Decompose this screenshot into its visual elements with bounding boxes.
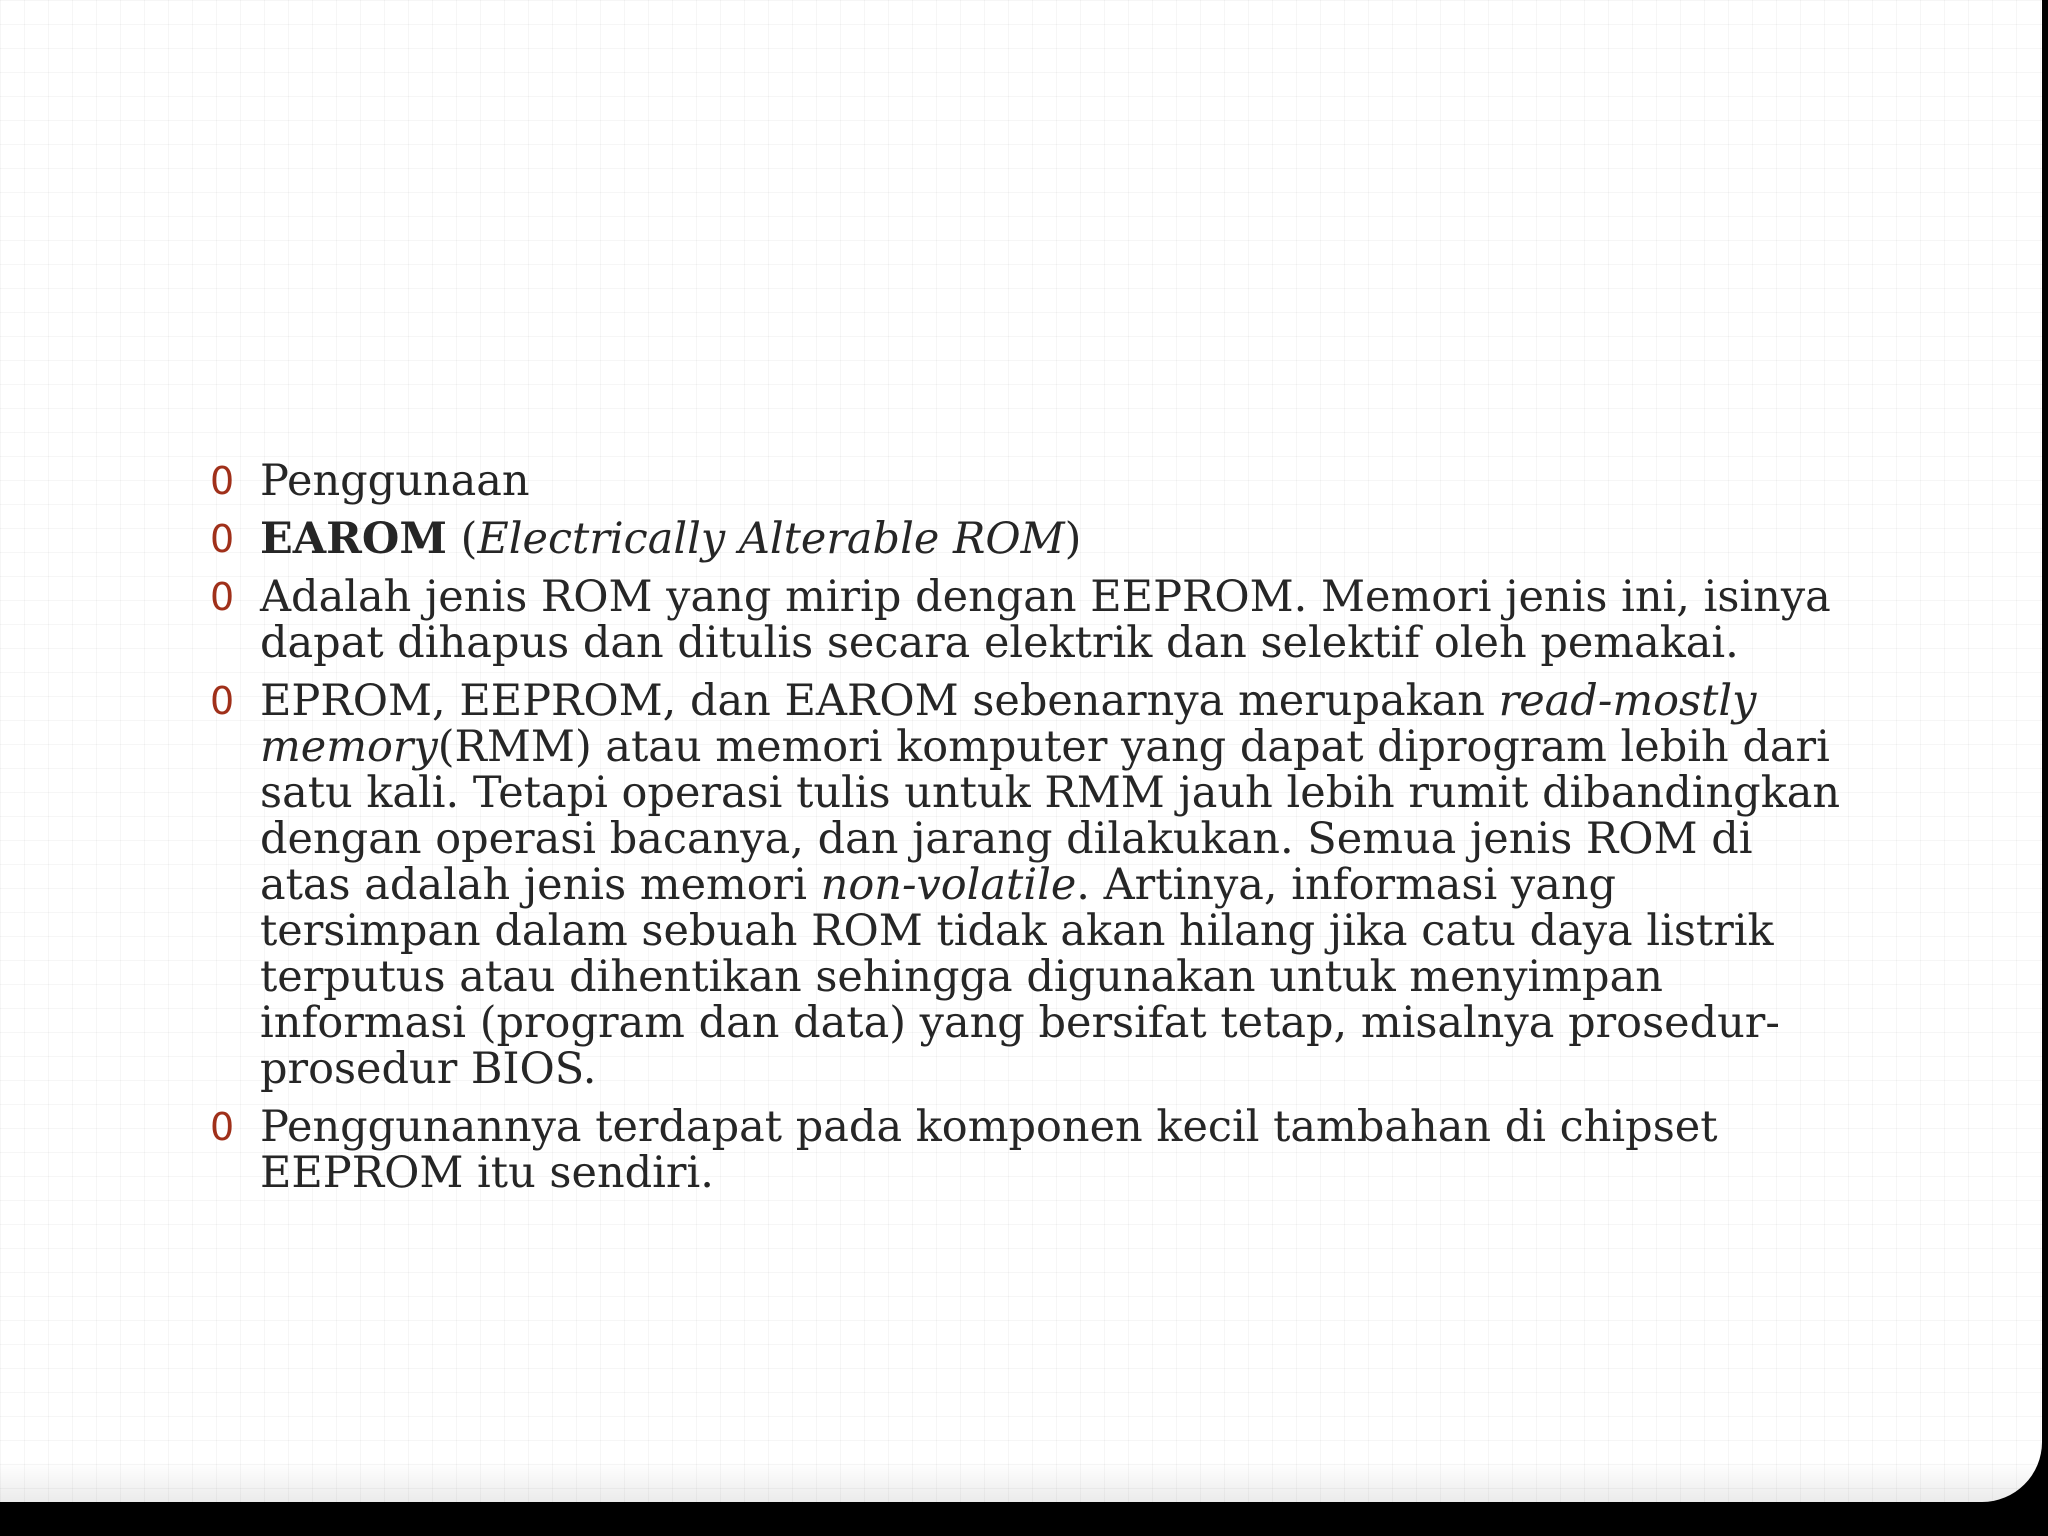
bullet-marker: 0 — [210, 575, 235, 619]
bullet-marker: 0 — [210, 459, 235, 503]
bullet-item: 0 Penggunannya terdapat pada komponen kecil tambahan di chipset EEPROM itu sendiri. — [210, 1102, 1718, 1198]
term-expansion: Electrically Alterable ROM — [477, 514, 1065, 564]
bullet-marker: 0 — [210, 1105, 235, 1149]
term-non-volatile: non-volatile — [820, 860, 1077, 910]
term-rmm: read-mostly memory — [260, 676, 1757, 772]
term-earom: EAROM — [260, 514, 447, 564]
bullet-item: 0 EAROM (Electrically Alterable ROM) — [210, 514, 1082, 564]
bullet-item: 0 EPROM, EEPROM, dan EAROM sebenarnya merupakan read-mostly memory(RMM) atau memori komputer yang dapat diprogram lebih dari satu kali. Tetapi operasi tulis untuk RMM jauh lebih rumit dibandingkan dengan operasi bacanya, dan jarang dilakukan. Semua jenis ROM di atas adalah jenis memori non-volatile. Artinya, informasi yang tersimpan dalam sebuah ROM tidak akan hilang jika catu daya listrik terputus atau dihentikan sehingga digunakan untuk menyimpan informasi (program dan data) yang bersifat tetap, misalnya prosedur-prosedur BIOS. — [210, 676, 1841, 1094]
bullet-item: 0 Adalah jenis ROM yang mirip dengan EEPROM. Memori jenis ini, isinya dapat dihapus dan ditulis secara elektrik dan selektif oleh pemakai. — [210, 572, 1831, 668]
bullet-marker: 0 — [210, 517, 235, 561]
bullet-marker: 0 — [210, 679, 235, 723]
bullet-list — [210, 458, 1850, 1208]
bullet-item: 0 Penggunaan — [210, 456, 530, 506]
